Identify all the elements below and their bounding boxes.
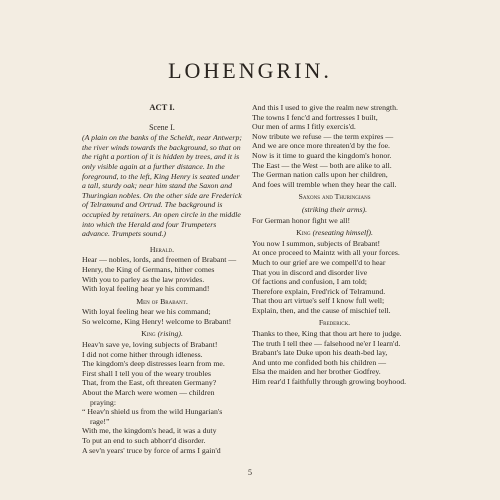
verse-line: With me, the kingdom's head, it was a duty	[82, 426, 217, 436]
speaker-name: Men of Brabant.	[136, 296, 188, 306]
verse-line: First shall I tell you of the weary troubles	[82, 368, 212, 378]
verse-line: Hear — nobles, lords, and freemen of Brabant —	[82, 255, 237, 265]
speaker-heading	[82, 297, 242, 307]
verse-line: The East — the West — both are alike to all.	[252, 160, 392, 170]
verse-line: Him rear'd I faithfully through growing boyhood.	[252, 377, 407, 387]
right-dialogue	[252, 103, 417, 387]
right-column	[252, 103, 417, 387]
scene-heading: Scene I.	[149, 122, 175, 132]
verse-line: Of factions and confusion, I am told;	[252, 277, 367, 287]
verse-line: Now is it time to guard the kingdom's honor.	[252, 150, 392, 160]
verse-line: Brabant's late Duke upon his death-bed lay,	[252, 348, 388, 358]
verse-line: The kingdom's deep distresses learn from me.	[82, 359, 225, 369]
verse-line: The truth I tell thee — falsehood ne'er I learn'd.	[252, 338, 401, 348]
verse-line: Thanks to thee, King that thou art here to judge.	[252, 329, 402, 339]
verse-line: With loyal feeling hear ye his command!	[82, 284, 210, 294]
verse-line: So welcome, King Henry! welcome to Brabant!	[82, 316, 232, 326]
verse-line: Much to our grief are we compell'd to hear	[252, 257, 386, 267]
stage-direction: (A plain on the banks of the Scheldt, near Antwerp; the river winds towards the background, so that on the right a portion of it is hidden by trees, and it is only visible again at a further distance. In the foreground, to the left, King Henry is seated under a tall, sturdy oak; near him stand the Saxon and Thuringian nobles. On the other side are Frederick of Telramund and Ortrud. The background is occupied by retainers. An open circle in the middle into which the Herald and four Trumpeters advance. Trumpets sound.)	[82, 133, 242, 239]
speaker-heading	[82, 329, 242, 339]
verse-line: Henry, the King of Germans, hither comes	[82, 264, 215, 274]
page-title: LOHENGRIN.	[168, 58, 332, 83]
act-heading: ACT I.	[149, 102, 175, 112]
verse-line: A sev'n years' truce by force of arms I gain'd	[82, 445, 221, 455]
verse-line: And foes will tremble when they hear the call.	[252, 179, 397, 189]
verse-line: Elsa the maiden and her brother Godfrey.	[252, 367, 381, 377]
verse-line: Explain, then, and the cause of mischief tell.	[252, 305, 391, 315]
speaker-heading	[252, 228, 417, 238]
left-dialogue	[82, 245, 242, 455]
speaker-direction: (striking their arms).	[301, 204, 368, 214]
verse-line: With you to parley as the law provides.	[82, 274, 205, 284]
verse-line: You now I summon, subjects of Brabant!	[252, 238, 381, 248]
speaker-heading	[82, 245, 242, 255]
verse-line: About the March were women — children praying:	[82, 388, 215, 407]
verse-line: “ Heav'n shield us from the wild Hungarian's rage!”	[82, 407, 223, 426]
verse-line: To put an end to such abhorr'd disorder.	[82, 436, 206, 445]
verse-line: Heav'n save ye, loving subjects of Brabant!	[82, 340, 218, 350]
page-number: 5	[248, 468, 252, 477]
speaker-direction: (rising).	[157, 329, 183, 339]
speaker-name: King	[296, 228, 311, 238]
left-column	[82, 103, 242, 455]
speaker-heading	[252, 318, 417, 328]
verse-line: With loyal feeling hear we his command;	[82, 307, 211, 317]
verse-line: That you in discord and disorder live	[252, 267, 368, 277]
verse-line: I did not come hither through idleness.	[82, 349, 203, 359]
speaker-name: Frederick.	[318, 318, 351, 328]
speaker-heading	[252, 192, 417, 202]
verse-line: Now tribute we refuse — the term expires —	[252, 131, 394, 141]
verse-line: And we are once more threaten'd by the foe.	[252, 141, 391, 151]
verse-line: And unto me confided both his children —	[252, 357, 387, 367]
verse-line: The towns I fenc'd and fortresses I built,	[252, 112, 378, 122]
verse-line: Therefore explain, Fred'rick of Telramund.	[252, 286, 386, 296]
verse-line: Our men of arms I fitly exercis'd.	[252, 122, 356, 132]
verse-line: The German nation calls upon her children,	[252, 170, 388, 180]
verse-line: That, from the East, oft threaten Germany?	[82, 378, 217, 388]
speaker-name: Saxons and Thuringians	[298, 192, 371, 202]
speaker-direction: (reseating himself).	[312, 228, 373, 238]
speaker-name: Herald.	[149, 244, 175, 254]
verse-line: That thou art virtue's self I know full well;	[252, 296, 385, 306]
verse-line: And this I used to give the realm new strength.	[252, 103, 398, 112]
speaker-name: King	[141, 329, 156, 339]
verse-line: For German honor fight we all!	[252, 215, 351, 225]
verse-line: At once proceed to Maintz with all your forces.	[252, 248, 400, 258]
